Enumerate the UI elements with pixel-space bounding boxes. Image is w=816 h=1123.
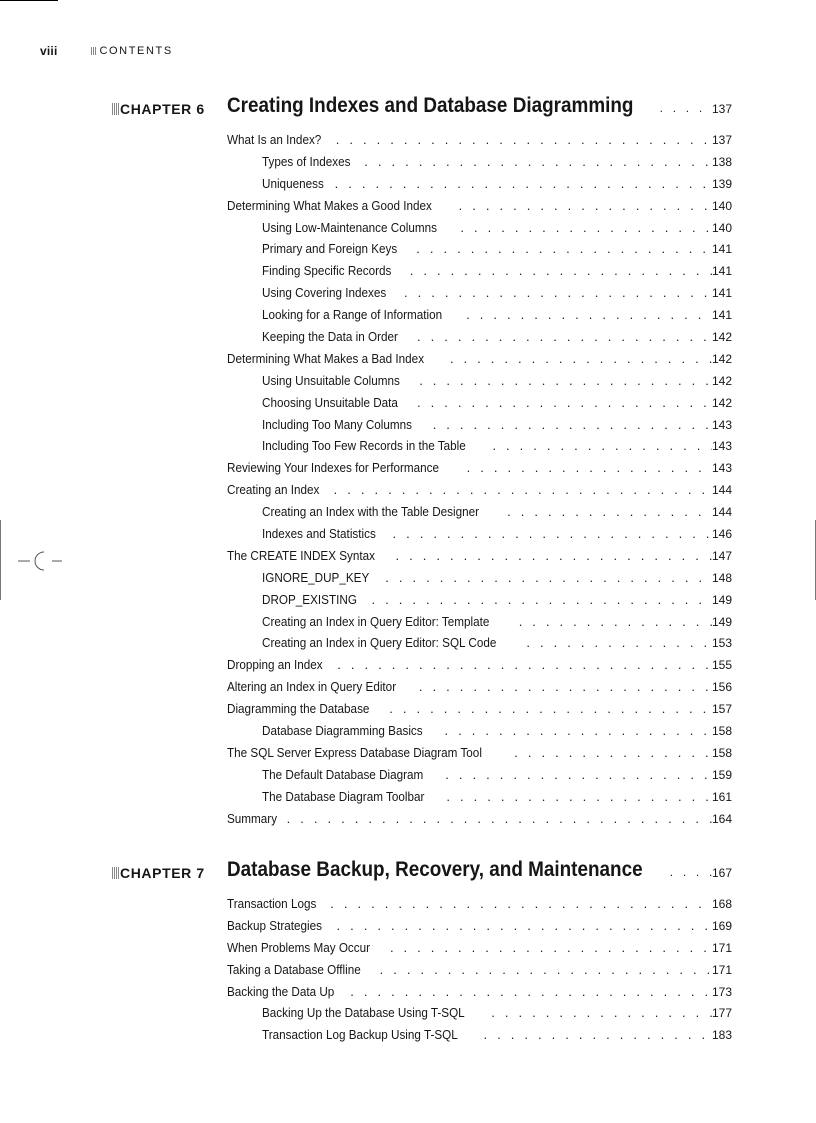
toc-entry-title: Backing the Data Up [227,983,335,999]
toc-entry-line [227,548,712,563]
dot-leader [466,307,712,322]
toc-page-number: 183 [712,1028,733,1043]
toc-page-number: 169 [712,918,733,933]
toc-page-number: 140 [712,220,733,235]
toc-entry-title: Database Diagramming Basics [262,723,423,739]
toc-subentry[interactable] [0,612,816,634]
toc-entry-title: Using Unsuitable Columns [262,372,400,388]
toc-entry-title: Including Too Many Columns [262,416,413,432]
toc-entry-line [262,1005,712,1020]
toc-subentry[interactable] [0,393,816,415]
dot-leader [514,745,712,760]
toc-page-number: 153 [712,636,733,651]
toc-page-number: 144 [712,505,733,520]
toc-page-number: 147 [712,548,733,563]
toc-page-number: 142 [712,373,733,388]
toc-entry-line [227,351,712,366]
toc-page-number: 157 [712,702,733,717]
toc-entry-line [262,395,712,410]
toc-entry[interactable] [0,809,816,831]
toc-entry[interactable] [0,938,816,960]
toc-page-number: 155 [712,658,733,673]
toc-page-number: 164 [712,811,733,826]
toc-entry-line [262,438,712,453]
toc-entry-title: Types of Indexes [262,153,351,169]
toc-entry-line [227,811,712,826]
dot-leader [417,329,712,344]
toc-page-number: 158 [712,724,733,739]
toc-entry-line [227,460,712,475]
toc-entry-title: Backup Strategies [227,917,322,933]
toc-entry-title: Finding Specific Records [262,263,392,279]
toc-entry[interactable] [0,349,816,371]
toc-entry-line [227,745,712,760]
toc-entry-line [227,896,712,911]
toc-subentry[interactable] [0,633,816,655]
chapter-7-entries [0,894,816,1047]
toc-entry-line [227,701,712,716]
toc-entry-title: Determining What Makes a Good Index [227,197,432,213]
dot-leader [507,504,712,519]
chapter-title-link[interactable] [227,858,712,882]
toc-entry-line [227,198,712,213]
toc-page-number: 148 [712,570,733,585]
toc-subentry[interactable] [0,371,816,393]
toc-entry-line [262,767,712,782]
toc-page-number: 141 [712,308,733,323]
toc-entry-title: Transaction Log Backup Using T-SQL [262,1027,458,1043]
dot-leader [460,220,712,235]
toc-entry[interactable] [0,960,816,982]
toc-entry-title: The Database Diagram Toolbar [262,788,425,804]
toc-page-number: 173 [712,984,733,999]
toc-entry-title: Using Covering Indexes [262,285,387,301]
dot-leader [467,460,712,475]
chapter-title-link[interactable] [227,94,712,118]
dot-leader [336,132,712,147]
toc-subentry[interactable] [0,765,816,787]
toc-entry-line [262,285,712,300]
dot-leader [492,438,712,453]
top-rule [0,0,58,1]
chapter-mark [112,867,119,879]
toc-subentry[interactable] [0,305,816,327]
toc-entry-line [262,592,712,607]
toc-subentry[interactable] [0,590,816,612]
toc-page-number: 171 [712,962,733,977]
running-header [40,44,173,58]
toc-subentry[interactable] [0,261,816,283]
toc-entry-line [227,918,712,933]
dot-leader [337,657,712,672]
toc-page-number: 149 [712,614,733,629]
toc-entry[interactable] [0,196,816,218]
toc-page-number: 171 [712,940,733,955]
dot-leader [410,263,712,278]
toc-entry-line [262,417,712,432]
chapter-6-entries [0,130,816,831]
chapter-page-number: 167 [712,866,733,880]
toc-entry[interactable] [0,458,816,480]
toc-page-number: 177 [712,1006,733,1021]
toc-entry-line [262,154,712,169]
toc-entry-title: Altering an Index in Query Editor [227,679,397,695]
dot-leader [337,918,712,933]
dot-leader [287,811,712,826]
chapter-page-number: 137 [712,102,733,116]
toc-entry-line [262,1027,712,1042]
toc-entry[interactable] [0,546,816,568]
toc-entry-line [262,263,712,278]
toc-subentry[interactable] [0,327,816,349]
chapter-label: CHAPTER 7 [112,865,205,881]
dot-leader [395,548,712,563]
toc-page-number: 141 [712,286,733,301]
toc-entry[interactable] [0,982,816,1004]
dot-leader [364,154,712,169]
toc-entry-line [262,614,712,629]
dot-leader [526,635,712,650]
toc-page-number: 143 [712,439,733,454]
dot-leader [392,526,712,541]
toc-page-number: 156 [712,680,733,695]
toc-entry-title: Diagramming the Database [227,701,370,717]
running-title: CONTENTS [99,45,173,57]
toc-entry-title: Indexes and Statistics [262,526,376,542]
toc-subentry[interactable] [0,152,816,174]
toc-entry-line [262,373,712,388]
toc-page-number: 142 [712,395,733,410]
toc-entry[interactable] [0,743,816,765]
toc-subentry[interactable] [0,568,816,590]
toc-subentry[interactable] [0,283,816,305]
toc-subentry[interactable] [0,787,816,809]
toc-entry-title: Determining What Makes a Bad Index [227,350,425,366]
dot-leader [419,679,712,694]
dot-leader [445,767,712,782]
toc-page-number: 158 [712,745,733,760]
toc-entry[interactable] [0,480,816,502]
chapter-title: Creating Indexes and Database Diagramming [227,94,634,117]
toc-entry-line [227,679,712,694]
dot-leader [380,962,712,977]
toc-page-number: 140 [712,198,733,213]
dot-leader [389,701,712,716]
toc-entry-title: Creating an Index in Query Editor: Template [262,613,490,629]
toc-entry-line [227,984,712,999]
dot-leader [519,614,712,629]
toc-entry-line [262,504,712,519]
toc-subentry[interactable] [0,1003,816,1025]
dot-leader [670,865,712,879]
toc-entry-line [227,482,712,497]
chapter-heading [0,94,816,124]
running-header-mark [91,47,97,55]
toc-subentry[interactable] [0,524,816,546]
toc-page-number: 141 [712,242,733,257]
chapter-mark [112,103,119,115]
dot-leader [335,176,712,191]
toc-page-number: 138 [712,154,733,169]
dot-leader [484,1027,712,1042]
toc-page-number: 144 [712,483,733,498]
toc-entry-title: Creating an Index [227,482,320,498]
toc-page-number: 143 [712,417,733,432]
dot-leader [330,896,712,911]
toc-entry-title: When Problems May Occur [227,939,371,955]
toc-page-number: 142 [712,330,733,345]
chapter-7-section [0,858,816,1047]
toc-entry[interactable] [0,655,816,677]
toc-subentry[interactable] [0,239,816,261]
registration-mark-icon [18,548,64,574]
toc-entry[interactable] [0,130,816,152]
toc-entry-line [262,789,712,804]
dot-leader [390,940,712,955]
toc-entry[interactable] [0,699,816,721]
toc-entry-title: Dropping an Index [227,657,323,673]
chapter-title: Database Backup, Recovery, and Maintenance [227,858,643,881]
toc-entry-line [262,176,712,191]
dot-leader [459,198,712,213]
toc-page-number: 159 [712,767,733,782]
toc-subentry[interactable] [0,174,816,196]
dot-leader [433,417,712,432]
toc-page-number: 139 [712,176,733,191]
toc-entry-title: Taking a Database Offline [227,961,361,977]
toc-page-number: 137 [712,133,733,147]
toc-entry-title: Reviewing Your Indexes for Performance [227,460,440,476]
toc-page-number: 168 [712,897,733,911]
toc-subentry[interactable] [0,218,816,240]
toc-entry-title: Backing Up the Database Using T-SQL [262,1005,465,1021]
toc-subentry[interactable] [0,415,816,437]
dot-leader [371,592,712,607]
dot-leader [444,723,712,738]
dot-leader [334,482,712,497]
toc-entry-title: Creating an Index in Query Editor: SQL Code [262,635,497,651]
toc-entry-title: Choosing Unsuitable Data [262,394,398,410]
toc-entry-line [227,940,712,955]
toc-page-number: 142 [712,351,733,366]
toc-entry-line [262,220,712,235]
dot-leader [416,241,712,256]
toc-entry-line [262,307,712,322]
dot-leader [491,1005,712,1020]
toc-entry-line [262,241,712,256]
toc-entry-title: Looking for a Range of Information [262,307,443,323]
toc-entry-title: Keeping the Data in Order [262,329,398,345]
chapter-label: CHAPTER 6 [112,101,205,117]
toc-entry-line [262,635,712,650]
toc-entry-line [262,526,712,541]
toc-entry-title: The Default Database Diagram [262,766,424,782]
toc-entry-title: Transaction Logs [227,896,317,911]
toc-entry-title: Including Too Few Records in the Table [262,438,466,454]
toc-entry-title: The SQL Server Express Database Diagram Tool [227,744,482,760]
toc-entry[interactable] [0,916,816,938]
dot-leader [417,395,712,410]
dot-leader [450,351,712,366]
chapter-heading [0,858,816,888]
toc-entry-title: Primary and Foreign Keys [262,241,398,257]
dot-leader [660,101,712,115]
toc-subentry[interactable] [0,502,816,524]
dot-leader [446,789,712,804]
crop-mark-left [0,520,1,600]
toc-subentry[interactable] [0,721,816,743]
toc-subentry[interactable] [0,436,816,458]
toc-page-number: 141 [712,264,733,279]
toc-entry-line [262,570,712,585]
toc-entry[interactable] [0,677,816,699]
toc-entry-title: DROP_EXISTING [262,591,357,607]
toc-entry-title: Using Low-Maintenance Columns [262,219,437,235]
toc-page-number: 143 [712,461,733,476]
toc-page-number: 161 [712,789,733,804]
toc-entry-line [227,962,712,977]
toc-entry-title: Creating an Index with the Table Designer [262,504,480,520]
toc-entry-title: Summary [227,810,278,826]
dot-leader [419,373,712,388]
dot-leader [404,285,712,300]
toc-entry-line [227,132,712,147]
page-number: viii [40,44,58,58]
toc-entry-title: Uniqueness [262,175,324,191]
toc-entry-title: What Is an Index? [227,132,322,147]
toc-entry-title: IGNORE_DUP_KEY [262,569,370,585]
dot-leader [385,570,712,585]
chapter-6-section [0,94,816,831]
toc-entry-line [262,723,712,738]
toc-entry-title: The CREATE INDEX Syntax [227,547,376,563]
toc-page-number: 146 [712,527,733,542]
toc-page-number: 149 [712,592,733,607]
toc-entry-line [227,657,712,672]
dot-leader [350,984,712,999]
toc-subentry[interactable] [0,1025,816,1047]
toc-entry[interactable] [0,894,816,916]
toc-entry-line [262,329,712,344]
